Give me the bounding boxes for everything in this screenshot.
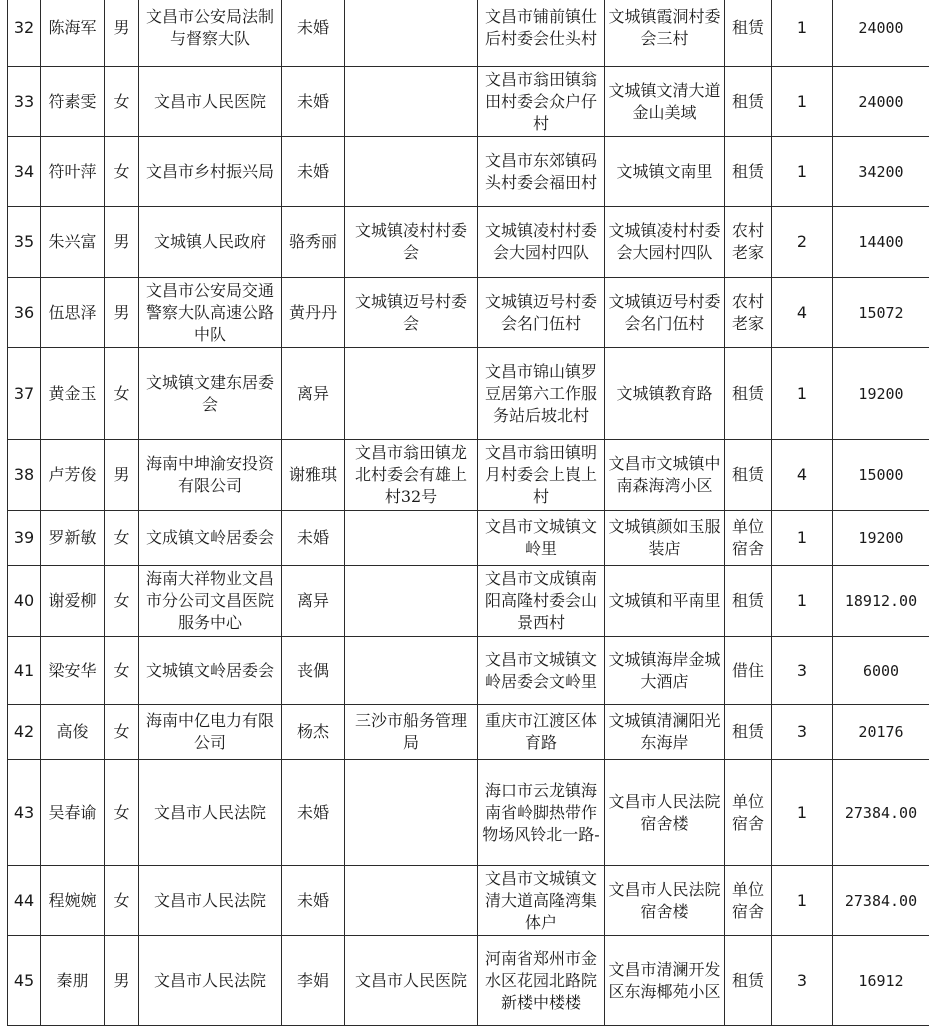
table-row — [8, 936, 929, 1026]
cell-employer: 文昌市乡村振兴局 — [139, 137, 282, 207]
table-row — [8, 348, 929, 440]
cell-household: 文昌市文城镇文岭居委会文岭里 — [478, 637, 605, 705]
cell-name: 陈海军 — [41, 0, 105, 67]
cell-name: 卢芳俊 — [41, 440, 105, 511]
cell-index: 40 — [8, 566, 41, 637]
cell-employer: 海南大祥物业文昌市分公司文昌医院服务中心 — [139, 566, 282, 637]
cell-employer: 文昌市人民法院 — [139, 760, 282, 866]
cell-gender: 男 — [105, 0, 139, 67]
cell-employer: 文昌市人民法院 — [139, 936, 282, 1026]
cell-family-size: 4 — [772, 440, 833, 511]
cell-employer: 文昌市人民医院 — [139, 67, 282, 137]
cell-spouse: 未婚 — [282, 511, 345, 566]
cell-gender: 男 — [105, 440, 139, 511]
cell-household: 文昌市文城镇文岭里 — [478, 511, 605, 566]
cell-income: 14400 — [833, 207, 929, 278]
cell-residence: 文城镇和平南里 — [605, 566, 725, 637]
cell-household: 文昌市文成镇南阳高隆村委会山景西村 — [478, 566, 605, 637]
cell-gender: 女 — [105, 511, 139, 566]
cell-spouse: 骆秀丽 — [282, 207, 345, 278]
cell-household: 文昌市翁田镇翁田村委会众户仔村 — [478, 67, 605, 137]
cell-spouse-employer — [345, 137, 478, 207]
cell-family-size: 2 — [772, 207, 833, 278]
table-row — [8, 207, 929, 278]
cell-spouse-employer: 三沙市船务管理局 — [345, 705, 478, 760]
cell-employer: 文成镇文岭居委会 — [139, 511, 282, 566]
cell-spouse: 未婚 — [282, 866, 345, 936]
cell-index: 43 — [8, 760, 41, 866]
cell-spouse: 未婚 — [282, 137, 345, 207]
cell-index: 35 — [8, 207, 41, 278]
table-row — [8, 67, 929, 137]
cell-employer: 文城镇文岭居委会 — [139, 637, 282, 705]
cell-gender: 女 — [105, 67, 139, 137]
cell-spouse-employer — [345, 566, 478, 637]
cell-gender: 男 — [105, 936, 139, 1026]
cell-family-size: 1 — [772, 137, 833, 207]
cell-household: 文昌市文城镇文清大道高隆湾集体户 — [478, 866, 605, 936]
cell-residence: 文昌市人民法院宿舍楼 — [605, 866, 725, 936]
cell-index: 38 — [8, 440, 41, 511]
cell-gender: 女 — [105, 348, 139, 440]
cell-employer: 文城镇文建东居委会 — [139, 348, 282, 440]
cell-family-size: 3 — [772, 637, 833, 705]
cell-spouse-employer: 文城镇凌村村委会 — [345, 207, 478, 278]
cell-income: 27384.00 — [833, 866, 929, 936]
cell-gender: 男 — [105, 207, 139, 278]
cell-household: 重庆市江渡区体育路 — [478, 705, 605, 760]
cell-name: 程婉婉 — [41, 866, 105, 936]
cell-housing-type: 租赁 — [725, 137, 772, 207]
cell-employer: 海南中坤渝安投资有限公司 — [139, 440, 282, 511]
cell-income: 16912 — [833, 936, 929, 1026]
cell-income: 15072 — [833, 278, 929, 348]
cell-family-size: 4 — [772, 278, 833, 348]
cell-housing-type: 借住 — [725, 637, 772, 705]
table-row — [8, 440, 929, 511]
cell-housing-type: 单位宿舍 — [725, 760, 772, 866]
table-row — [8, 137, 929, 207]
cell-residence: 文城镇凌村村委会大园村四队 — [605, 207, 725, 278]
table-body — [8, 0, 929, 1026]
cell-employer: 文城镇人民政府 — [139, 207, 282, 278]
cell-spouse: 未婚 — [282, 67, 345, 137]
cell-housing-type: 租赁 — [725, 0, 772, 67]
cell-spouse-employer — [345, 637, 478, 705]
cell-spouse-employer — [345, 760, 478, 866]
cell-index: 36 — [8, 278, 41, 348]
cell-spouse: 杨杰 — [282, 705, 345, 760]
cell-residence: 文城镇迈号村委会名门伍村 — [605, 278, 725, 348]
cell-family-size: 1 — [772, 348, 833, 440]
cell-spouse-employer — [345, 0, 478, 67]
cell-residence: 文昌市清澜开发区东海椰苑小区 — [605, 936, 725, 1026]
cell-family-size: 1 — [772, 866, 833, 936]
table-row — [8, 511, 929, 566]
cell-income: 18912.00 — [833, 566, 929, 637]
cell-residence: 文城镇文南里 — [605, 137, 725, 207]
cell-spouse: 离异 — [282, 348, 345, 440]
cell-income: 15000 — [833, 440, 929, 511]
cell-spouse-employer — [345, 348, 478, 440]
cell-spouse-employer — [345, 67, 478, 137]
cell-family-size: 1 — [772, 67, 833, 137]
cell-housing-type: 租赁 — [725, 440, 772, 511]
table-row — [8, 0, 929, 67]
cell-name: 伍思泽 — [41, 278, 105, 348]
cell-income: 6000 — [833, 637, 929, 705]
cell-residence: 文昌市文城镇中南森海湾小区 — [605, 440, 725, 511]
cell-housing-type: 单位宿舍 — [725, 511, 772, 566]
data-table — [7, 0, 929, 1026]
cell-income: 24000 — [833, 0, 929, 67]
cell-gender: 男 — [105, 278, 139, 348]
cell-household: 文昌市翁田镇明月村委会上崀上村 — [478, 440, 605, 511]
cell-residence: 文城镇教育路 — [605, 348, 725, 440]
cell-gender: 女 — [105, 566, 139, 637]
cell-spouse: 李娟 — [282, 936, 345, 1026]
cell-index: 32 — [8, 0, 41, 67]
cell-household: 文城镇迈号村委会名门伍村 — [478, 278, 605, 348]
cell-housing-type: 租赁 — [725, 705, 772, 760]
cell-household: 文昌市东郊镇码头村委会福田村 — [478, 137, 605, 207]
cell-household: 河南省郑州市金水区花园北路院新楼中楼楼 — [478, 936, 605, 1026]
cell-residence: 文城镇霞洞村委会三村 — [605, 0, 725, 67]
cell-housing-type: 租赁 — [725, 348, 772, 440]
cell-gender: 女 — [105, 866, 139, 936]
cell-spouse-employer: 文昌市翁田镇龙北村委会有雄上村32号 — [345, 440, 478, 511]
cell-name: 符素雯 — [41, 67, 105, 137]
cell-index: 39 — [8, 511, 41, 566]
cell-name: 谢爱柳 — [41, 566, 105, 637]
cell-residence: 文城镇颜如玉服装店 — [605, 511, 725, 566]
cell-income: 19200 — [833, 511, 929, 566]
cell-housing-type: 农村老家 — [725, 207, 772, 278]
cell-spouse-employer — [345, 866, 478, 936]
table-row — [8, 566, 929, 637]
cell-gender: 女 — [105, 637, 139, 705]
cell-gender: 女 — [105, 137, 139, 207]
cell-spouse-employer: 文城镇迈号村委会 — [345, 278, 478, 348]
cell-income: 27384.00 — [833, 760, 929, 866]
cell-household: 文昌市铺前镇仕后村委会仕头村 — [478, 0, 605, 67]
cell-family-size: 3 — [772, 705, 833, 760]
cell-name: 罗新敏 — [41, 511, 105, 566]
table-row — [8, 637, 929, 705]
cell-housing-type: 租赁 — [725, 67, 772, 137]
cell-spouse: 丧偶 — [282, 637, 345, 705]
cell-gender: 女 — [105, 760, 139, 866]
cell-employer: 海南中亿电力有限公司 — [139, 705, 282, 760]
cell-name: 吴春谕 — [41, 760, 105, 866]
cell-family-size: 3 — [772, 936, 833, 1026]
table-row — [8, 278, 929, 348]
cell-index: 45 — [8, 936, 41, 1026]
table-row — [8, 760, 929, 866]
cell-spouse: 黄丹丹 — [282, 278, 345, 348]
cell-spouse: 谢雅琪 — [282, 440, 345, 511]
cell-family-size: 1 — [772, 566, 833, 637]
cell-housing-type: 农村老家 — [725, 278, 772, 348]
cell-household: 海口市云龙镇海南省岭脚热带作物场风铃北一路- — [478, 760, 605, 866]
cell-employer: 文昌市公安局交通警察大队高速公路中队 — [139, 278, 282, 348]
cell-family-size: 1 — [772, 511, 833, 566]
cell-name: 黄金玉 — [41, 348, 105, 440]
cell-residence: 文城镇文清大道金山美域 — [605, 67, 725, 137]
cell-residence: 文城镇海岸金城大酒店 — [605, 637, 725, 705]
cell-family-size: 1 — [772, 760, 833, 866]
cell-household: 文城镇凌村村委会大园村四队 — [478, 207, 605, 278]
cell-index: 34 — [8, 137, 41, 207]
table-row — [8, 866, 929, 936]
cell-name: 秦朋 — [41, 936, 105, 1026]
cell-index: 41 — [8, 637, 41, 705]
cell-spouse-employer: 文昌市人民医院 — [345, 936, 478, 1026]
cell-spouse-employer — [345, 511, 478, 566]
cell-employer: 文昌市人民法院 — [139, 866, 282, 936]
cell-name: 梁安华 — [41, 637, 105, 705]
cell-name: 朱兴富 — [41, 207, 105, 278]
cell-income: 20176 — [833, 705, 929, 760]
cell-name: 符叶萍 — [41, 137, 105, 207]
cell-index: 44 — [8, 866, 41, 936]
cell-index: 37 — [8, 348, 41, 440]
cell-spouse: 离异 — [282, 566, 345, 637]
cell-household: 文昌市锦山镇罗豆居第六工作服务站后坡北村 — [478, 348, 605, 440]
cell-index: 42 — [8, 705, 41, 760]
cell-housing-type: 单位宿舍 — [725, 866, 772, 936]
cell-income: 19200 — [833, 348, 929, 440]
cell-housing-type: 租赁 — [725, 566, 772, 637]
cell-name: 高俊 — [41, 705, 105, 760]
cell-spouse: 未婚 — [282, 0, 345, 67]
cell-gender: 女 — [105, 705, 139, 760]
cell-income: 24000 — [833, 67, 929, 137]
cell-spouse: 未婚 — [282, 760, 345, 866]
cell-income: 34200 — [833, 137, 929, 207]
cell-index: 33 — [8, 67, 41, 137]
cell-family-size: 1 — [772, 0, 833, 67]
cell-residence: 文昌市人民法院宿舍楼 — [605, 760, 725, 866]
cell-employer: 文昌市公安局法制与督察大队 — [139, 0, 282, 67]
table-row — [8, 705, 929, 760]
cell-residence: 文城镇清澜阳光东海岸 — [605, 705, 725, 760]
cell-housing-type: 租赁 — [725, 936, 772, 1026]
